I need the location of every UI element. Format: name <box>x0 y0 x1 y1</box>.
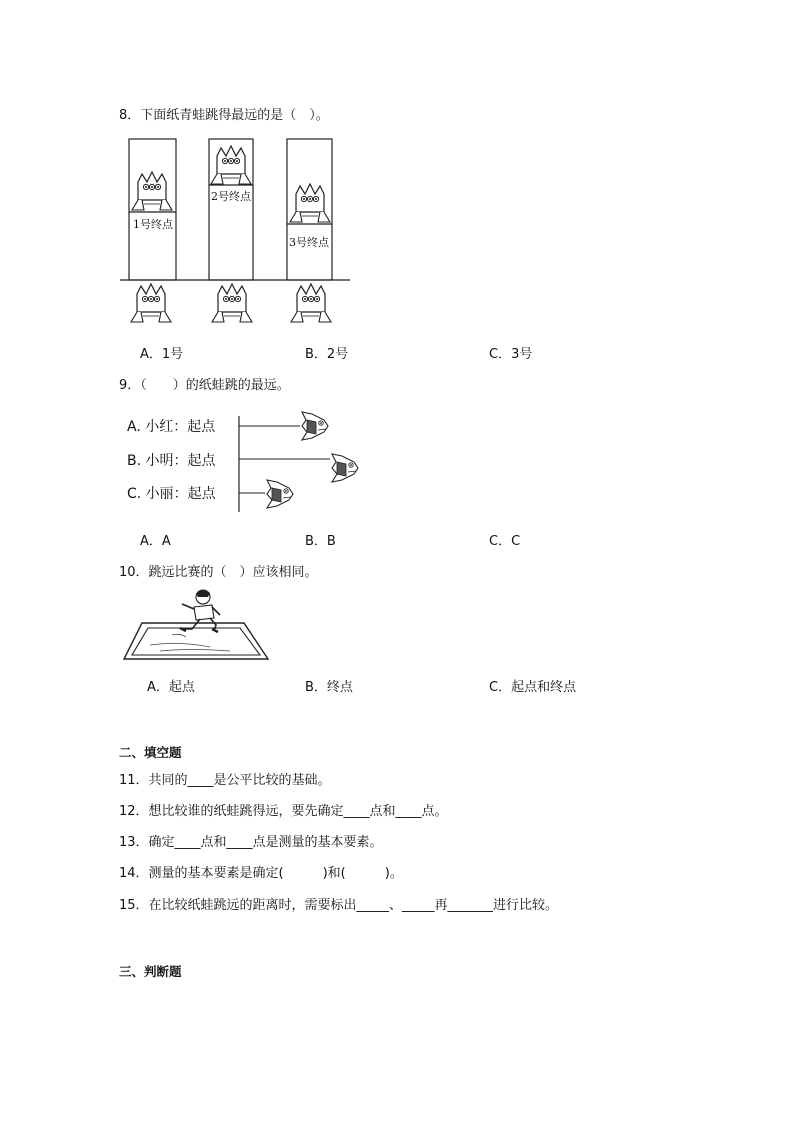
q8-stem: 8．下面纸青蛙跳得最远的是（ ）。 <box>119 108 329 123</box>
q8-label-2: 2号终点 <box>211 190 251 203</box>
q10-option-b[interactable]: B．终点 <box>305 680 353 695</box>
q15-text: 15．在比较纸蛙跳远的距离时，需要标出_____、_____再_______进行比较。 <box>119 898 559 913</box>
q9-option-b[interactable]: B．B <box>305 534 336 549</box>
q13-text: 13．确定____点和____点是测量的基本要素。 <box>119 835 383 850</box>
section2-heading: 二、填空题 <box>119 745 182 760</box>
q14-text: 14．测量的基本要素是确定( )和( )。 <box>119 866 403 881</box>
q11-text: 11．共同的____是公平比较的基础。 <box>119 773 331 788</box>
q9-row-c: C. 小丽：起点 <box>127 486 216 502</box>
q9-row-a: A. 小红：起点 <box>127 419 216 435</box>
q9-row-b: B. 小明：起点 <box>127 453 216 469</box>
section3-heading: 三、判断题 <box>119 964 182 979</box>
q9-option-c[interactable]: C．C <box>489 534 521 549</box>
q8-label-3: 3号终点 <box>289 236 329 249</box>
q9-stem: 9．（ ）的纸蛙跳的最远。 <box>119 378 290 393</box>
q8-option-b[interactable]: B．2号 <box>305 347 349 362</box>
q10-option-a[interactable]: A．起点 <box>147 680 195 695</box>
q8-frog-figure <box>120 136 350 328</box>
q8-option-a[interactable]: A．1号 <box>140 347 184 362</box>
q10-stem: 10．跳远比赛的（ ）应该相同。 <box>119 565 318 580</box>
q9-jump-figure <box>230 402 370 517</box>
q10-option-c[interactable]: C．起点和终点 <box>489 680 577 695</box>
q10-long-jump-figure <box>120 585 272 665</box>
q8-option-c[interactable]: C．3号 <box>489 347 533 362</box>
q12-text: 12．想比较谁的纸蛙跳得远，要先确定____点和____点。 <box>119 804 448 819</box>
q8-label-1: 1号终点 <box>133 218 173 231</box>
q9-option-a[interactable]: A．A <box>140 534 171 549</box>
